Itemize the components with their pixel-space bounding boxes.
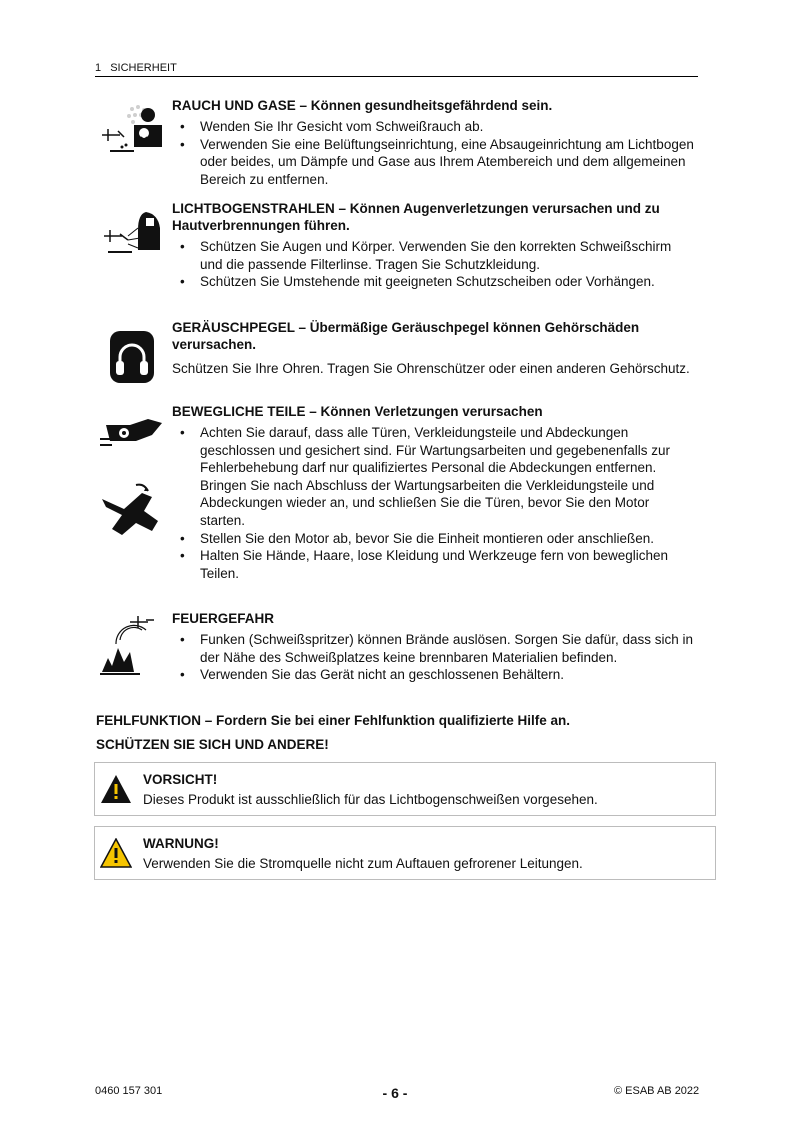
protect-note: SCHÜTZEN SIE SICH UND ANDERE! <box>96 737 329 752</box>
noise-title: GERÄUSCHPEGEL – Übermäßige Geräuschpegel können Gehörschäden verursachen. <box>172 320 640 352</box>
moving-list <box>172 424 697 582</box>
fumes-content <box>172 97 697 188</box>
caution-text: Dieses Produkt ist ausschließlich für das Lichtbogenschweißen vorgesehen. <box>143 792 598 807</box>
list-item: • Verwenden Sie das Gerät nicht an geschlossenen Behältern. <box>172 666 697 684</box>
list-item: • Verwenden Sie eine Belüftungseinrichtung, eine Absaugeinrichtung am Lichtbogen oder beides, um Dämpfe und Gase aus Ihrem Atembereich und dem allgemeinen Bereich zu entfernen. <box>172 136 697 189</box>
list-item: • Halten Sie Hände, Haare, lose Kleidung und Werkzeuge fern von beweglichen Teilen. <box>172 547 697 582</box>
fire-list <box>172 631 697 684</box>
warning-triangle-icon <box>100 838 132 868</box>
section-fumes <box>96 97 701 197</box>
page-number: - 6 - <box>382 1085 408 1101</box>
arc-title: LICHTBOGENSTRAHLEN – Können Augenverletzungen verursachen und zu Hautverbrennungen führen. <box>172 201 660 233</box>
moving-parts-icon <box>96 415 166 455</box>
fumes-gas-icon <box>96 101 166 163</box>
fire-title: FEUERGEFAHR <box>172 611 275 626</box>
warning-text: Verwenden Sie die Stromquelle nicht zum Auftauen gefrorener Leitungen. <box>143 856 583 871</box>
section-fire <box>96 610 701 710</box>
arc-content <box>172 200 697 291</box>
doc-number: 0460 157 301 <box>95 1085 163 1097</box>
section-title: SICHERHEIT <box>110 62 177 74</box>
page-header <box>95 62 698 77</box>
list-item: • Wenden Sie Ihr Gesicht vom Schweißrauch ab. <box>172 118 697 136</box>
caution-box <box>94 762 716 816</box>
warning-box <box>94 826 716 880</box>
noise-content <box>172 319 697 378</box>
list-item: • Stellen Sie den Motor ab, bevor Sie die Einheit montieren oder anschließen. <box>172 530 697 548</box>
copyright: © ESAB AB 2022 <box>614 1085 700 1097</box>
caution-triangle-icon <box>100 774 132 804</box>
section-arc-rays <box>96 200 701 315</box>
fumes-title: RAUCH UND GASE – Können gesundheitsgefährdend sein. <box>172 98 553 113</box>
list-item: • Schützen Sie Augen und Körper. Verwenden Sie den korrekten Schweißschirm und die passende Filterlinse. Tragen Sie Schutzkleidung. <box>172 238 697 273</box>
fumes-list <box>172 118 697 188</box>
noise-text: Schützen Sie Ihre Ohren. Tragen Sie Ohrenschützer oder einen anderen Gehörschutz. <box>172 361 690 376</box>
section-number: 1 <box>95 62 102 74</box>
caution-title: VORSICHT! <box>143 772 218 787</box>
list-item: • Achten Sie darauf, dass alle Türen, Verkleidungsteile und Abdeckungen geschlossen und gesichert sind. Für Wartungsarbeiten und gegebenenfalls zur Fehlerbehebung darf nur qualifiziertes Personal die Abdeckungen entfernen. Bringen Sie nach Abschluss der Wartungsarbeiten die Verkleidungsteile und Abdeckungen wieder an, und schließen Sie die Türen, bevor Sie den Motor starten. <box>172 424 697 530</box>
arc-rays-icon <box>96 206 166 262</box>
fire-content <box>172 610 697 684</box>
malfunction-note: FEHLFUNKTION – Fordern Sie bei einer Fehlfunktion qualifizierte Hilfe an. <box>96 713 571 728</box>
list-item: • Funken (Schweißspritzer) können Brände auslösen. Sorgen Sie dafür, dass sich in der Nähe des Schweißplatzes keine brennbaren Materialien befinden. <box>172 631 697 666</box>
fire-hazard-icon <box>96 614 166 678</box>
section-moving-parts <box>96 403 701 608</box>
moving-content <box>172 403 697 582</box>
warning-title: WARNUNG! <box>143 836 219 851</box>
hand-entanglement-icon <box>96 481 166 537</box>
section-noise <box>96 319 701 399</box>
moving-title: BEWEGLICHE TEILE – Können Verletzungen verursachen <box>172 404 543 419</box>
list-item: • Schützen Sie Umstehende mit geeigneten Schutzscheiben oder Vorhängen. <box>172 273 697 291</box>
arc-list <box>172 238 697 291</box>
hearing-protection-icon <box>96 327 166 387</box>
